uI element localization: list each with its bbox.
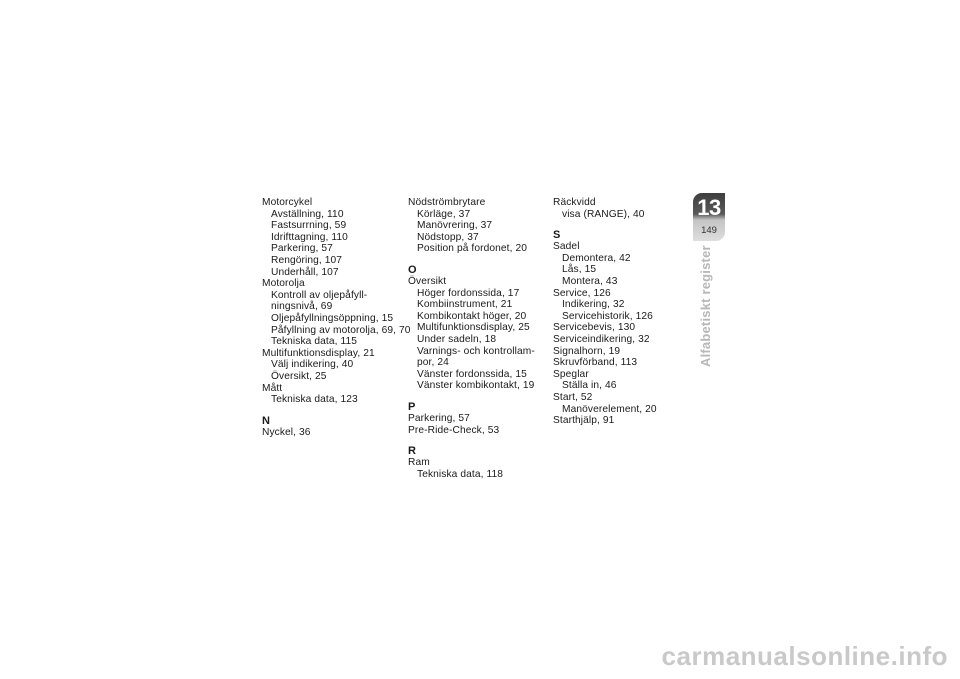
index-subentry: Idrifttagning, 110 [271,231,348,243]
index-subentry: Multifunktionsdisplay, 25 [417,322,530,334]
letter-heading: N [262,414,271,427]
index-subentry: Tekniska data, 118 [417,468,503,480]
index-entry: Skruvförband, 113 [553,357,638,369]
index-subentry: Servicehistorik, 126 [562,310,653,322]
index-subentry: Vänster fordonssida, 15 [417,368,527,380]
index-entry: Speglar [553,368,589,380]
index-entry: Mått [262,382,283,394]
index-subentry: Manövrering, 37 [417,220,493,232]
index-subentry: Under sadeln, 18 [417,333,497,345]
chapter-title-container [696,245,716,367]
index-column-2 [408,197,548,480]
index-entry: Parkering, 57 [408,412,470,424]
index-entry: Räckvidd [553,197,596,208]
index-subentry: Demontera, 42 [562,252,631,264]
index-subentry: Rengöring, 107 [271,254,343,266]
chapter-tab [693,193,725,241]
index-subentry: Körläge, 37 [417,208,471,220]
index-subentry: Tekniska data, 123 [271,394,358,406]
index-subentry: Parkering, 57 [271,243,333,255]
index-column-1 [262,197,411,438]
letter-heading: O [408,263,417,276]
index-subentry: Nödstopp, 37 [417,231,479,243]
index-entry: Pre-Ride-Check, 53 [408,424,500,436]
index-subentry: Oljepåfyllningsöppning, 15 [271,312,394,324]
index-entry: Signalhorn, 19 [553,345,621,357]
watermark: carmanualsonline.info [661,641,948,671]
index-entry: Ram [408,457,430,469]
index-subentry: Position på fordonet, 20 [417,243,528,255]
index-entry: Översikt [408,275,447,287]
index-subentry: Underhåll, 107 [271,266,339,278]
index-subentry: Kombiinstrument, 21 [417,299,513,311]
index-entry: Starthjälp, 91 [553,415,615,427]
index-subentry: Vänster kombikontakt, 19 [417,380,535,392]
index-subentry: Påfyllning av motorolja, 69, 70 [271,324,411,336]
index-subentry: ningsnivå, 69 [271,301,333,313]
index-subentry: Lås, 15 [562,264,597,276]
index-subentry: Välj indikering, 40 [271,359,354,371]
index-entry: Nödströmbrytare [408,197,486,208]
letter-heading: P [408,400,416,413]
index-subentry: Manöverelement, 20 [562,403,657,415]
index-subentry: Ställa in, 46 [562,380,617,392]
index-entry: Service, 126 [553,287,611,299]
index-subentry: Indikering, 32 [562,299,625,311]
index-entry: Servicebevis, 130 [553,322,636,334]
index-subentry: Kombikontakt höger, 20 [417,310,527,322]
index-entry: Motorolja [262,278,305,290]
index-entry: Nyckel, 36 [262,426,311,438]
index-column-3 [553,197,693,427]
chapter-number: 13 [697,195,721,220]
page-number: 149 [701,225,717,236]
index-subentry: Fastsurrning, 59 [271,220,347,232]
index-subentry: Avställning, 110 [271,208,344,220]
letter-heading: R [408,445,417,458]
index-entry: Motorcykel [262,197,313,208]
index-entry: Start, 52 [553,391,593,403]
index-entry: Multifunktionsdisplay, 21 [262,347,375,359]
chapter-title: Alfabetiskt register [698,245,713,367]
index-subentry: por, 24 [417,357,449,369]
index-subentry: Höger fordonssida, 17 [417,287,520,299]
index-subentry: Översikt, 25 [271,370,327,382]
index-entry: Sadel [553,241,580,253]
index-subentry: visa (RANGE), 40 [562,208,645,220]
index-subentry: Tekniska data, 115 [271,336,357,348]
index-subentry: Montera, 43 [562,275,618,287]
index-subentry: Kontroll av oljepåfyll- [271,289,368,301]
index-subentry: Varnings- och kontrollam- [417,345,535,357]
index-entry: Serviceindikering, 32 [553,333,650,345]
letter-heading: S [553,229,561,242]
